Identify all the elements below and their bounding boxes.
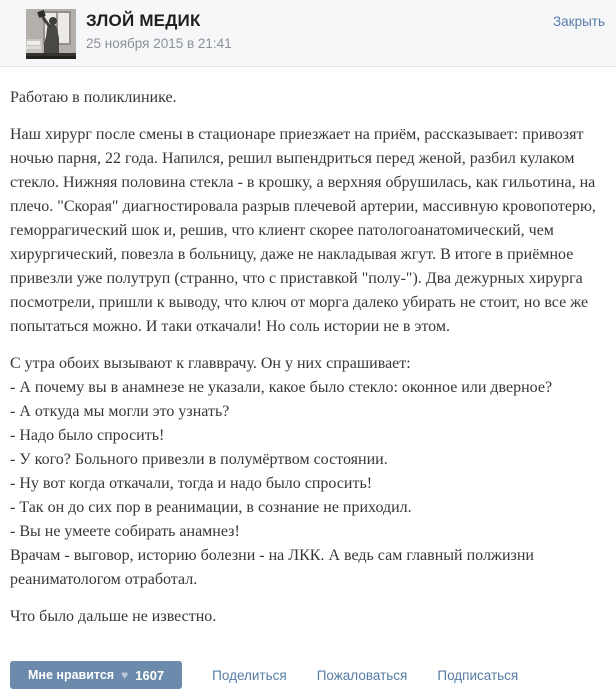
subscribe-link[interactable]: Подписаться	[437, 667, 519, 683]
share-link[interactable]: Поделиться	[212, 667, 287, 683]
post-paragraph: Что было дальше не известно.	[10, 608, 217, 625]
report-link[interactable]: Пожаловаться	[316, 667, 408, 683]
heart-icon: ♥	[121, 668, 129, 682]
page-title: ЗЛОЙ МЕДИК	[86, 11, 201, 30]
like-button-label: Мне нравится	[28, 668, 115, 682]
post-text	[0, 68, 616, 650]
like-count: 1607	[135, 667, 165, 683]
like-button[interactable]	[10, 661, 182, 689]
post-paragraph: С утра обоих вызывают к главврачу. Он у них спрашивает: - А почему вы в анамнезе не указали, какое было стекло: оконное или дверное? - А откуда мы могли это узнать? - Надо было спросить! - У кого? Больного привезли в полумёртвом состоянии. - Ну вот когда откачали, тогда и надо было спросить! - Так он до сих пор в реанимации, в сознание не приходил. - Вы не умеете собирать анамнез! Врачам - выговор, историю болезни - на ЛКК. А ведь сам главный полжизни реаниматологом отработал.	[10, 355, 553, 588]
header-text-block	[86, 11, 232, 51]
post-header	[0, 0, 616, 67]
post-paragraph: Работаю в поликлинике.	[10, 89, 177, 106]
post-date: 25 ноября 2015 в 21:41	[86, 36, 232, 51]
avatar[interactable]	[26, 9, 76, 59]
close-link[interactable]: Закрыть	[553, 14, 605, 29]
post-actions-bar	[0, 650, 616, 700]
avatar-image	[26, 9, 76, 59]
post-paragraph: Наш хирург после смены в стационаре приезжает на приём, рассказывает: привозят ночью парня, 22 года. Напился, решил выпендриться перед женой, разбил кулаком стекло. Нижняя половина стекла - в крошку, а верхняя обрушилась, как гильотина, на плечо. "Скорая" диагностировала разрыв плечевой артерии, массивную кровопотерю, геморрагический шок и, решив, что клиент скорее патологоанатомический, чем хирургический, повезла в больницу, даже не накладывая жгут. В итоге в приёмное привезли уже полутруп (странно, что с приставкой "полу-"). Два дежурных хирурга посмотрели, пришли к выводу, что ключ от морга далеко убирать не стоит, но все же попытаться можно. И таки откачали! Но соль истории не в этом.	[10, 126, 596, 335]
